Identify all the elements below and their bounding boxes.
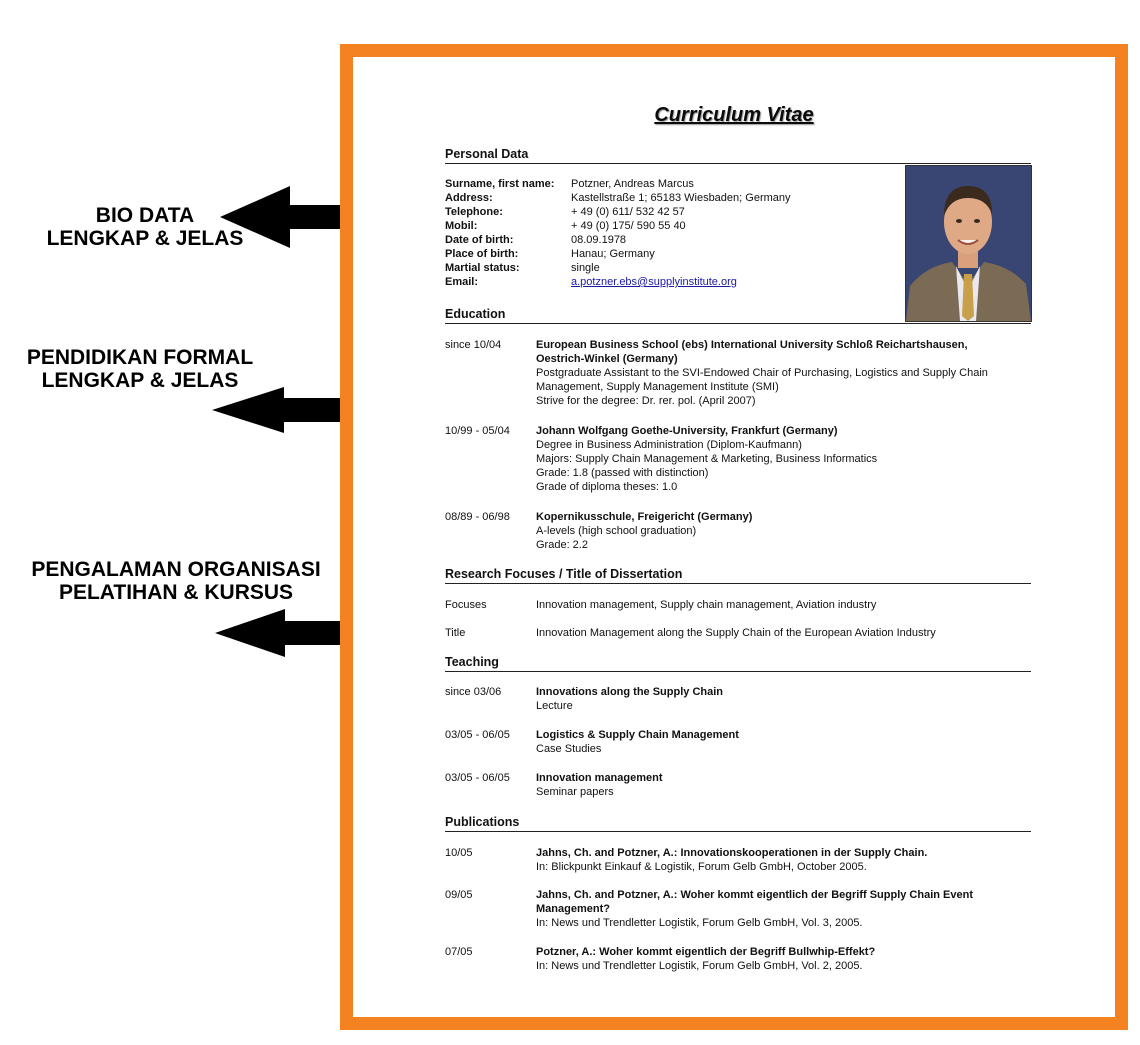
teaching-date: since 03/06 <box>445 686 502 698</box>
email-link[interactable]: a.potzner.ebs@supplyinstitute.org <box>571 276 737 288</box>
education-title: European Business School (ebs) International University Schloß Reichartshausen, <box>536 339 968 351</box>
teaching-entry <box>536 728 739 756</box>
value-telephone: + 49 (0) 611/ 532 42 57 <box>571 206 685 218</box>
teaching-entry <box>536 771 663 799</box>
annotation-experience <box>6 558 346 604</box>
annotation-line: LENGKAP & JELAS <box>41 369 239 392</box>
education-detail: Postgraduate Assistant to the SVI-Endowed Chair of Purchasing, Logistics and Supply Chain <box>536 367 988 379</box>
education-date: since 10/04 <box>445 339 502 351</box>
value-address: Kastellstraße 1; 65183 Wiesbaden; Germany <box>571 192 791 204</box>
education-detail: A-levels (high school graduation) <box>536 525 697 537</box>
teaching-type: Seminar papers <box>536 786 614 798</box>
publication-entry <box>536 888 973 930</box>
annotation-line: PELATIHAN & KURSUS <box>58 581 294 604</box>
teaching-date: 03/05 - 06/05 <box>445 729 510 741</box>
personal-values <box>571 177 791 289</box>
publication-source: In: News und Trendletter Logistik, Forum Gelb GmbH, Vol. 3, 2005. <box>536 917 863 929</box>
annotation-education <box>5 346 275 392</box>
education-detail: Grade: 2.2 <box>536 539 588 551</box>
publication-title: Jahns, Ch. and Potzner, A.: Innovationskooperationen in der Supply Chain. <box>536 847 928 859</box>
value-place-of-birth: Hanau; Germany <box>571 248 655 260</box>
publication-title: Potzner, A.: Woher kommt eigentlich der Begriff Bullwhip-Effekt? <box>536 946 876 958</box>
education-title: Johann Wolfgang Goethe-University, Frankfurt (Germany) <box>536 425 838 437</box>
publication-date: 10/05 <box>445 847 473 859</box>
publication-date: 07/05 <box>445 946 473 958</box>
label-place-of-birth: Place of birth: <box>445 248 519 260</box>
publication-source: In: Blickpunkt Einkauf & Logistik, Forum Gelb GmbH, October 2005. <box>536 861 867 873</box>
education-date: 10/99 - 05/04 <box>445 425 510 437</box>
research-focuses-label: Focuses <box>445 599 487 611</box>
section-heading-teaching: Teaching <box>445 655 1031 672</box>
section-heading-personal: Personal Data <box>445 147 1031 164</box>
publication-entry <box>536 846 927 874</box>
education-detail: Grade of diploma theses: 1.0 <box>536 481 678 493</box>
teaching-title: Logistics & Supply Chain Management <box>536 729 739 741</box>
cv-document <box>340 44 1128 1030</box>
education-detail: Majors: Supply Chain Management & Marketing, Business Informatics <box>536 453 878 465</box>
publication-source: In: News und Trendletter Logistik, Forum Gelb GmbH, Vol. 2, 2005. <box>536 960 863 972</box>
research-title-label: Title <box>445 627 466 639</box>
annotation-line: PENGALAMAN ORGANISASI <box>31 558 321 581</box>
publication-title: Management? <box>536 903 610 915</box>
publication-title: Jahns, Ch. and Potzner, A.: Woher kommt eigentlich der Begriff Supply Chain Event <box>536 889 974 901</box>
label-telephone: Telephone: <box>445 206 503 218</box>
label-martial-status: Martial status: <box>445 262 520 274</box>
value-surname: Potzner, Andreas Marcus <box>571 178 694 190</box>
research-title-value: Innovation Management along the Supply Chain of the European Aviation Industry <box>536 627 936 639</box>
education-date: 08/89 - 06/98 <box>445 511 510 523</box>
value-martial-status: single <box>571 262 600 274</box>
teaching-type: Lecture <box>536 700 573 712</box>
label-mobil: Mobil: <box>445 220 478 232</box>
label-date-of-birth: Date of birth: <box>445 234 514 246</box>
profile-photo <box>905 165 1032 322</box>
teaching-entry <box>536 685 723 713</box>
section-heading-publications: Publications <box>445 815 1031 832</box>
research-focuses-value: Innovation management, Supply chain management, Aviation industry <box>536 599 877 611</box>
education-entry <box>536 424 877 494</box>
teaching-date: 03/05 - 06/05 <box>445 772 510 784</box>
teaching-title: Innovation management <box>536 772 663 784</box>
education-detail: Management, Supply Management Institute (SMI) <box>536 381 779 393</box>
education-title: Kopernikusschule, Freigericht (Germany) <box>536 511 753 523</box>
education-entry <box>536 338 988 408</box>
teaching-title: Innovations along the Supply Chain <box>536 686 724 698</box>
education-detail: Grade: 1.8 (passed with distinction) <box>536 467 709 479</box>
annotation-line: LENGKAP & JELAS <box>46 227 244 250</box>
publication-date: 09/05 <box>445 889 473 901</box>
value-date-of-birth: 08.09.1978 <box>571 234 627 246</box>
annotation-line: BIO DATA <box>95 204 195 227</box>
label-surname: Surname, first name: <box>445 178 555 190</box>
teaching-type: Case Studies <box>536 743 602 755</box>
education-detail: Strive for the degree: Dr. rer. pol. (April 2007) <box>536 395 756 407</box>
label-address: Address: <box>445 192 493 204</box>
value-mobil: + 49 (0) 175/ 590 55 40 <box>571 220 686 232</box>
annotation-line: PENDIDIKAN FORMAL <box>26 346 254 369</box>
section-heading-research: Research Focuses / Title of Dissertation <box>445 567 1031 584</box>
publication-entry <box>536 945 875 973</box>
personal-labels <box>445 177 554 289</box>
section-heading-education: Education <box>445 307 1031 324</box>
education-entry <box>536 510 752 552</box>
cv-title: Curriculum Vitae <box>654 104 814 126</box>
education-title: Oestrich-Winkel (Germany) <box>536 353 678 365</box>
label-email: Email: <box>445 276 479 288</box>
education-detail: Degree in Business Administration (Diplom-Kaufmann) <box>536 439 802 451</box>
